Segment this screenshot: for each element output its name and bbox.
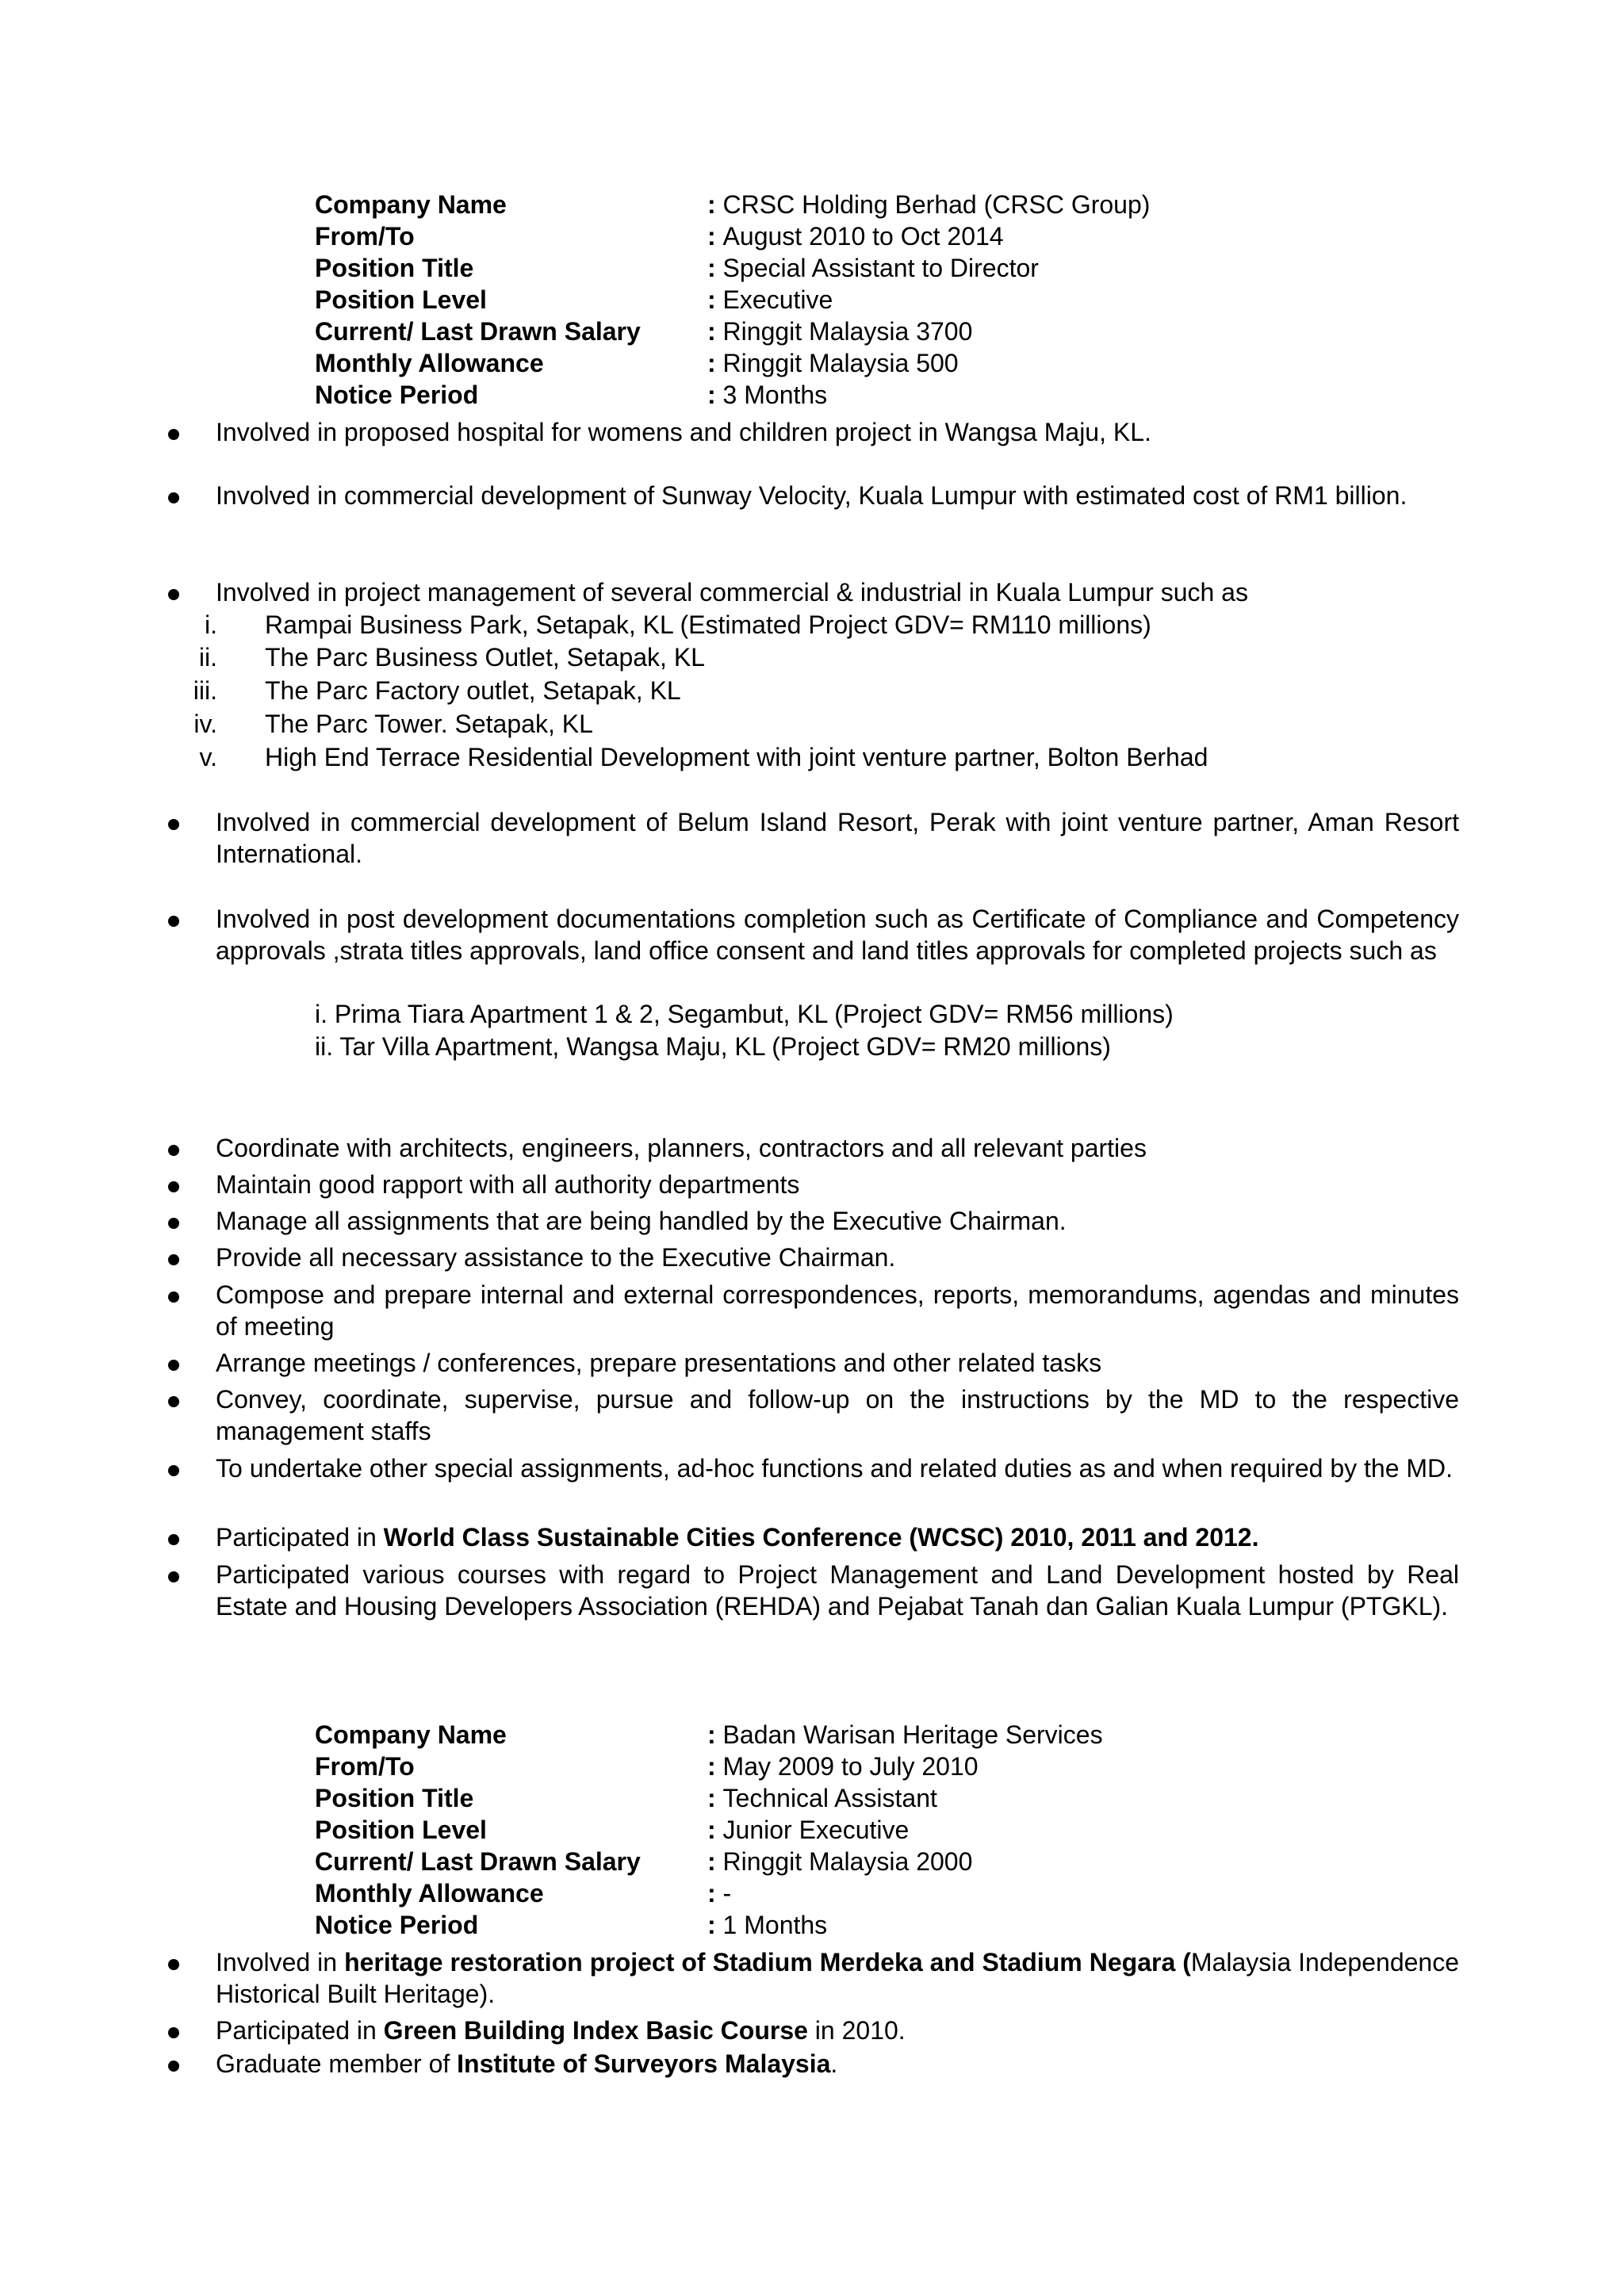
info-row-notice: Notice Period : 3 Months bbox=[315, 381, 828, 409]
bullet-icon bbox=[168, 2061, 179, 2072]
info-value: Ringgit Malaysia 500 bbox=[722, 349, 959, 377]
info-label: Notice Period bbox=[315, 381, 479, 409]
info-value: 1 Months bbox=[722, 1911, 828, 1939]
completed-project-item: ii. Tar Villa Apartment, Wangsa Maju, KL (Project GDV= RM20 millions) bbox=[315, 1032, 1111, 1061]
info-label: From/To bbox=[315, 222, 415, 251]
info-value: Executive bbox=[722, 285, 833, 314]
info-label: Position Title bbox=[315, 1784, 474, 1812]
bullet-icon bbox=[168, 1218, 179, 1229]
info-row-company: Company Name : Badan Warisan Heritage Services bbox=[315, 1720, 1103, 1749]
info-value: Ringgit Malaysia 3700 bbox=[722, 317, 973, 346]
bullet-icon bbox=[168, 492, 179, 503]
info-label: Notice Period bbox=[315, 1911, 479, 1939]
duty-item: Convey, coordinate, supervise, pursue and follow-up on the instructions by the MD to the respective management staffs bbox=[216, 1385, 1459, 1445]
info-label: Company Name bbox=[315, 1720, 507, 1749]
info-row-salary: Current/ Last Drawn Salary : Ringgit Malaysia 3700 bbox=[315, 317, 973, 346]
bullet-project-management: Involved in project management of several commercial & industrial in Kuala Lumpur such as bbox=[216, 578, 1248, 607]
info-value: Technical Assistant bbox=[722, 1784, 937, 1812]
job1-info-table bbox=[315, 189, 1150, 411]
duty-item: Arrange meetings / conferences, prepare presentations and other related tasks bbox=[216, 1349, 1102, 1377]
info-label: Current/ Last Drawn Salary bbox=[315, 1847, 641, 1876]
info-value: Badan Warisan Heritage Services bbox=[722, 1720, 1103, 1749]
duty-item: To undertake other special assignments, ad-hoc functions and related duties as and when required by the MD. bbox=[216, 1454, 1454, 1483]
bullet-icon bbox=[168, 1145, 179, 1156]
bullet-belum: Involved in commercial development of Belum Island Resort, Perak with joint venture partner, Aman Resort International. bbox=[216, 808, 1459, 868]
completed-project-item: i. Prima Tiara Apartment 1 & 2, Segambut, KL (Project GDV= RM56 millions) bbox=[315, 1000, 1174, 1028]
info-row-notice: Notice Period : 1 Months bbox=[315, 1911, 828, 1939]
info-label: Monthly Allowance bbox=[315, 349, 544, 377]
info-row-salary: Current/ Last Drawn Salary : Ringgit Malaysia 2000 bbox=[315, 1847, 973, 1876]
info-value: Ringgit Malaysia 2000 bbox=[722, 1847, 973, 1876]
info-row-position-title: Position Title : Special Assistant to Director bbox=[315, 254, 1039, 282]
info-value: CRSC Holding Berhad (CRSC Group) bbox=[722, 190, 1151, 219]
info-row-from-to: From/To : May 2009 to July 2010 bbox=[315, 1752, 979, 1781]
duty-item: Coordinate with architects, engineers, planners, contractors and all relevant parties bbox=[216, 1134, 1147, 1162]
bullet-icon bbox=[168, 819, 179, 830]
bullet-hospital: Involved in proposed hospital for womens and children project in Wangsa Maju, KL. bbox=[216, 418, 1151, 446]
info-value: Special Assistant to Director bbox=[722, 254, 1039, 282]
bullet-icon bbox=[168, 429, 179, 440]
info-row-position-level: Position Level : Executive bbox=[315, 285, 833, 314]
duty-item: Manage all assignments that are being handled by the Executive Chairman. bbox=[216, 1207, 1067, 1235]
info-row-allowance: Monthly Allowance : - bbox=[315, 1879, 732, 1908]
bullet-icon bbox=[168, 916, 179, 927]
info-row-company: Company Name : CRSC Holding Berhad (CRSC Group) bbox=[315, 190, 1151, 219]
duty-item: Compose and prepare internal and external correspondences, reports, memorandums, agendas and minutes of meeting bbox=[216, 1280, 1459, 1341]
info-row-from-to: From/To : August 2010 to Oct 2014 bbox=[315, 222, 1004, 251]
bullet-icon bbox=[168, 1465, 179, 1476]
bullet-icon bbox=[168, 2027, 179, 2038]
info-label: Position Level bbox=[315, 285, 487, 314]
bullet-gbi: Participated in Green Building Index Basic Course in 2010. bbox=[216, 2016, 906, 2045]
bullet-icon bbox=[168, 1292, 179, 1303]
info-row-allowance: Monthly Allowance : Ringgit Malaysia 500 bbox=[315, 349, 959, 377]
info-value: Junior Executive bbox=[722, 1816, 910, 1844]
job2-info-table bbox=[315, 1719, 1103, 1941]
bullet-icon bbox=[168, 1181, 179, 1192]
bullet-courses: Participated various courses with regard to Project Management and Land Development hosted by Real Estate and Housing Developers Association (REHDA) and Pejabat Tanah dan Galian Kuala Lumpur (PTGKL). bbox=[216, 1560, 1459, 1621]
info-value: - bbox=[722, 1879, 732, 1908]
bullet-wcsc: Participated in World Class Sustainable Cities Conference (WCSC) 2010, 2011 and 2012. bbox=[216, 1523, 1259, 1552]
duty-item: Maintain good rapport with all authority departments bbox=[216, 1170, 800, 1199]
info-label: Current/ Last Drawn Salary bbox=[315, 317, 641, 346]
bullet-membership: Graduate member of Institute of Surveyors Malaysia. bbox=[216, 2049, 838, 2078]
bullet-icon bbox=[168, 1360, 179, 1371]
info-value: August 2010 to Oct 2014 bbox=[722, 222, 1004, 251]
info-row-position-title: Position Title : Technical Assistant bbox=[315, 1784, 937, 1812]
info-row-position-level: Position Level : Junior Executive bbox=[315, 1816, 910, 1844]
bullet-heritage: Involved in heritage restoration project of Stadium Merdeka and Stadium Negara (Malaysia Independence Historical Built Heritage). bbox=[216, 1948, 1460, 2008]
bullet-icon bbox=[168, 589, 179, 600]
bullet-sunway: Involved in commercial development of Sunway Velocity, Kuala Lumpur with estimated cost of RM1 billion. bbox=[216, 481, 1408, 510]
info-label: From/To bbox=[315, 1752, 415, 1781]
info-value: 3 Months bbox=[722, 381, 828, 409]
info-label: Position Level bbox=[315, 1816, 487, 1844]
info-label: Monthly Allowance bbox=[315, 1879, 544, 1908]
bullet-icon bbox=[168, 1534, 179, 1545]
resume-page: Company Name : CRSC Holding Berhad (CRSC Group) From/To : August 2010 to Oct 2014 Position Title : Special Assistant to Director Position Level : Executive Current/ Last Drawn Salary : Ringgit Malaysia 3700 Monthly Allowance : Ringgit Malaysia 500 Notice Period : 3 Months Involved in proposed hospital for womens and children project in Wangsa Maju, KL. Involved in commercial development of Sunway Velocity, Kuala Lumpur with estimated cost of RM1 billion. Involved in project management of several commercial & industrial in Kuala Lumpur such as i. Rampai Business Park, Setapak, KL (Estimated Project GDV= RM110 millions) ii. The Parc Business Outlet, Setapak, KL iii. The Parc Factory outlet, Setapak, KL iv. The Parc Tower. Setapak, KL v. High End Terrace Residential Development with joint venture partner, Bolton Berhad Involved in commercial development of Belum Island Resort, Perak with joint venture partner, Aman Resort International. Involved in post development documentations completion such as Certificate of Compliance and Competency approvals ,strata titles approvals, land office consent and land titles approvals for completed projects such as i. Prima Tiara Apartment 1 & 2, Segambut, KL (Project GDV= RM56 millions) ii. Tar Villa Apartment, Wangsa Maju, KL (Project GDV= RM20 millions) Coordinate with architects, engineers, planners, contractors and all relevant parties Maintain good rapport with all authority departments Manage all assignments that are being handled by the Executive Chairman. Provide all necessary assistance to the Executive Chairman. Compose and prepare internal and external correspondences, reports, memorandums, agendas and minutes of meeting Arrange meetings / conferences, prepare presentations and other related tasks Convey, coordinate, supervise, pursue and follow-up on the instructions by the MD to the respective management staffs To undertake other special assignments, ad-hoc functions and related duties as and when required by the MD. Participated in World Class Sustainable Cities Conference (WCSC) 2010, 2011 and 2012. Participated various courses with regard to Project Management and Land Development hosted by Real Estate and Housing Developers Association (REHDA) and Pejabat Tanah dan Galian Kuala Lumpur (PTGKL). Company Name : Badan Warisan Heritage Services From/To : May 2009 to July 2010 Position Title : Technical Assistant Position Level : Junior Executive Current/ Last Drawn Salary : Ringgit Malaysia 2000 Monthly Allowance : - Notice Period : 1 Months Involved in heritage restoration project of Stadium Merdeka and Stadium Negara (Malaysia Independence Historical Built Heritage). Participated in Green Building Index Basic Course in 2010. Graduate member of Institute of Surveyors Malaysia. bbox=[0, 0, 1624, 2296]
bullet-post-development: Involved in post development documentations completion such as Certificate of Compliance and Competency approvals ,strata titles approvals, land office consent and land titles approvals for completed projects such as bbox=[216, 905, 1459, 965]
bullet-icon bbox=[168, 1959, 179, 1970]
info-value: May 2009 to July 2010 bbox=[722, 1752, 979, 1781]
duty-item: Provide all necessary assistance to the Executive Chairman. bbox=[216, 1243, 896, 1272]
bullet-icon bbox=[168, 1396, 179, 1407]
info-label: Company Name bbox=[315, 190, 507, 219]
info-label: Position Title bbox=[315, 254, 474, 282]
bullet-icon bbox=[168, 1254, 179, 1265]
bullet-icon bbox=[168, 1571, 179, 1582]
